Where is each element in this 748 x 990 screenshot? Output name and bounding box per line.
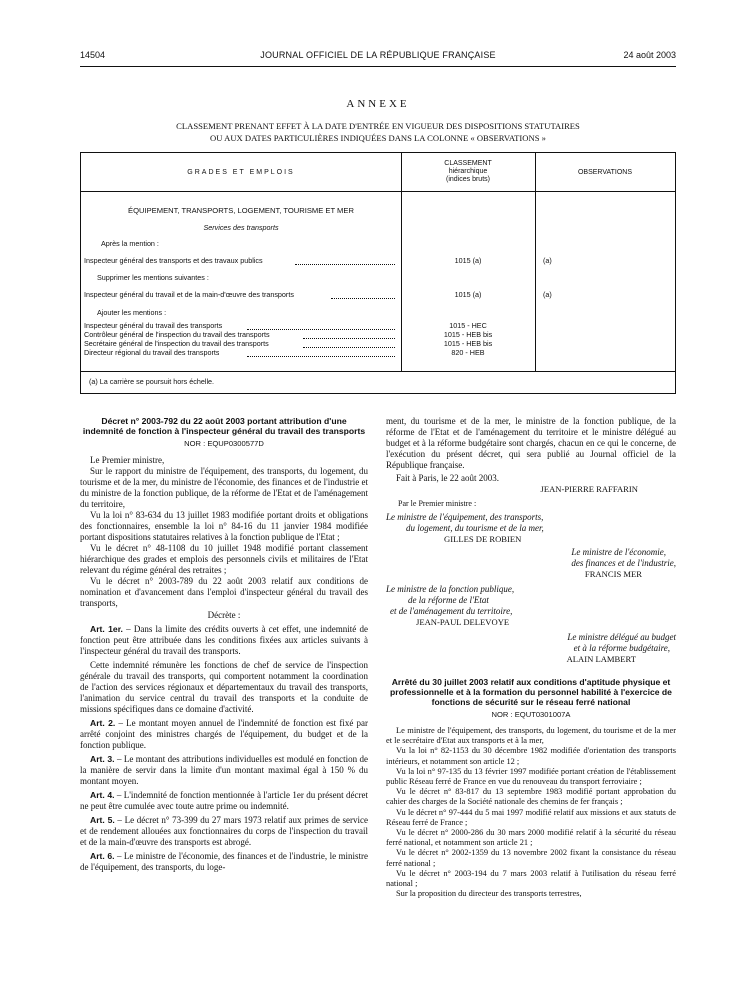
article-number: Art. 3. — [90, 754, 115, 764]
signature-name: JEAN-PAUL DELEVOYE — [416, 617, 510, 627]
arrete-paragraph: Vu le décret n° 97-444 du 5 mai 1997 modifié relatif aux missions et aux statuts de Réseau ferré de France ; — [386, 807, 676, 827]
decret-article — [80, 660, 368, 715]
decret-paragraph: Sur le rapport du ministre de l'équipement, des transports, du logement, du tourisme et de la mer, du ministre de l'économie, des finances et de l'industrie et du ministre de la fonction publique, de la réforme de l'Etat et de l'aménagement du territoire, — [80, 466, 368, 509]
signature-role: et à la réforme budgétaire, — [573, 643, 670, 653]
decret-column — [80, 416, 368, 873]
header-rule — [80, 66, 676, 67]
instruction-after: Après la mention : — [101, 239, 159, 248]
page-number: 14504 — [80, 50, 106, 60]
annexe-subtitle-line: CLASSEMENT PRENANT EFFET À LA DATE D'ENTRÉE EN VIGUEUR DES DISPOSITIONS STATUTAIRES — [176, 121, 580, 131]
row-value: 1015 - HEB bis — [443, 330, 493, 339]
article-text: Cette indemnité rémunère les fonctions de chef de service de l'inspection générale du travail des transports, qui comportent notamment la coordination de l'action des services régionaux et départementaux du travail des transports, l'animation du service central du travail des transports et la conduite de missions spécifiques dans ce domaine d'activité. — [80, 660, 368, 714]
article-number: Art. 1er. — [90, 624, 123, 634]
decret-article — [80, 624, 368, 657]
instruction-add: Ajouter les mentions : — [97, 308, 167, 317]
header-separator — [81, 191, 675, 192]
signature-role: et de l'aménagement du territoire, — [390, 606, 513, 616]
annexe-subtitle — [80, 120, 676, 144]
col-header-grades: GRADES ET EMPLOIS — [187, 169, 295, 176]
page-header — [80, 50, 676, 66]
annexe-title: ANNEXE — [346, 98, 410, 110]
section-title: ÉQUIPEMENT, TRANSPORTS, LOGEMENT, TOURISME ET MER — [128, 206, 354, 215]
article-number: Art. 5. — [90, 815, 115, 825]
row-value: 1015 - HEC — [449, 321, 487, 330]
signature-name: FRANCIS MER — [584, 569, 642, 579]
signature-name: ALAIN LAMBERT — [566, 654, 636, 664]
signature-role: Le ministre délégué au budget — [567, 632, 676, 642]
decret-article — [80, 815, 368, 848]
leader-dots — [247, 356, 395, 357]
row-label: Inspecteur général des transports et des travaux publics — [84, 256, 263, 265]
decret-done: Fait à Paris, le 22 août 2003. — [396, 473, 499, 483]
classement-table — [80, 152, 676, 394]
leader-dots — [303, 347, 395, 348]
arrete-paragraph: Vu le décret n° 83-817 du 13 septembre 1983 modifié portant approbation du cahier des charges de la Société nationale des chemins de fer français ; — [386, 787, 676, 807]
by-pm: Par le Premier ministre : — [398, 499, 477, 508]
arrete-paragraph: Vu la loi n° 82-1153 du 30 décembre 1982 modifiée d'orientation des transports intérieurs, et notamment son article 12 ; — [386, 746, 676, 766]
decret-continuation: ment, du tourisme et de la mer, le ministre de la fonction publique, de la réforme de l'Etat et de l'aménagement du territoire et le ministre délégué au budget et à la réforme budgétaire sont chargés, chacun en ce qui le concerne, de l'exécution du présent décret, qui sera publié au Journal officiel de la République française. — [386, 416, 676, 470]
row-value: 1015 (a) — [454, 290, 482, 299]
article-text: – Le ministre de l'économie, des finances et de l'industrie, le ministre de l'équipement, des transports, du loge- — [80, 851, 368, 872]
col-header-classement-line: hiérarchique — [448, 168, 488, 175]
column-divider — [535, 153, 536, 371]
signature-block — [386, 584, 676, 628]
decret-article — [80, 790, 368, 812]
table-footnote: (a) La carrière se poursuit hors échelle. — [89, 377, 215, 386]
section-subtitle: Services des transports — [203, 223, 279, 232]
col-header-classement — [401, 160, 535, 184]
decret-article — [80, 718, 368, 751]
decret-article — [80, 851, 368, 873]
decret-nor: NOR : EQUP0300577D — [184, 439, 264, 448]
signature-role: Le ministre de l'équipement, des transports, — [386, 512, 544, 522]
signature-role: Le ministre de l'économie, — [571, 547, 666, 557]
row-observation: (a) — [543, 256, 552, 265]
article-text: – Le montant des attributions individuelles est modulé en fonction de la manière de servir dans la limite d'un montant maximal égal à 150 % du montant moyen. — [80, 754, 369, 786]
arrete-paragraph: Sur la proposition du directeur des transports terrestres, — [396, 889, 582, 899]
arrete-paragraph: Vu le décret n° 2000-286 du 30 mars 2000 modifié relatif à la sécurité du réseau ferré national, et notamment son article 21 ; — [386, 828, 676, 848]
instruction-delete: Supprimer les mentions suivantes : — [97, 273, 209, 282]
row-label: Secrétaire général de l'inspection du travail des transports — [84, 339, 269, 348]
signature-block — [386, 512, 676, 545]
decret-paragraph: Vu la loi n° 83-634 du 13 juillet 1983 modifiée portant droits et obligations des fonctionnaires, ensemble la loi n° 84-16 du 11 janvier 1984 modifiée portant dispositions statutaires relatives à la fonction publique de l'Etat ; — [80, 510, 368, 542]
decret-paragraph: Vu le décret n° 2003-789 du 22 août 2003 relatif aux conditions de nomination et d'avancement dans l'emploi d'inspecteur général du travail des transports, — [80, 576, 368, 608]
row-label: Directeur régional du travail des transports — [84, 348, 220, 357]
article-number: Art. 4. — [90, 790, 115, 800]
col-header-classement-line: CLASSEMENT — [444, 160, 492, 167]
article-text: – Dans la limite des crédits ouverts à cet effet, une indemnité de fonction peut être attribuée dans les conditions fixées aux articles suivants à l'inspecteur général du travail des transports. — [80, 624, 368, 656]
decret-paragraph: Vu le décret n° 48-1108 du 10 juillet 1948 modifié portant classement hiérarchique des grades et emplois des personnels civils et militaires de l'Etat relevant du régime général des retraites ; — [80, 543, 368, 575]
row-label: Inspecteur général du travail des transports — [84, 321, 223, 330]
signature-block — [386, 632, 676, 665]
arrete-paragraph: Vu le décret n° 2003-194 du 7 mars 2003 relatif à l'utilisation du réseau ferré national ; — [386, 868, 676, 889]
row-label: Inspecteur général du travail et de la main-d'œuvre des transports — [84, 290, 294, 299]
leader-dots — [295, 264, 395, 265]
row-value: 1015 - HEB bis — [443, 339, 493, 348]
leader-dots — [331, 298, 395, 299]
decret-article — [80, 754, 368, 787]
article-text: – Le montant moyen annuel de l'indemnité de fonction est fixé par arrêté conjoint des ministres chargés de l'équipement, du budget et de la fonction publique. — [80, 718, 368, 750]
decret-title: Décret n° 2003-792 du 22 août 2003 portant attribution d'une indemnité de fonction à l'inspecteur général du travail des transports — [82, 416, 366, 436]
signature-role: Le ministre de la fonction publique, — [386, 584, 515, 594]
row-value: 820 - HEB — [451, 348, 485, 357]
arrete-nor: NOR : EQUT0301007A — [491, 710, 571, 719]
row-label: Contrôleur général de l'inspection du travail des transports — [84, 330, 270, 339]
signature-role: du logement, du tourisme et de la mer, — [406, 523, 544, 533]
signature-block — [386, 547, 676, 580]
signature-role: des finances et de l'industrie, — [571, 558, 676, 568]
article-text: – Le décret n° 73-399 du 27 mars 1973 relatif aux primes de service et de rendement allouées aux fonctionnaires du corps de l'inspection du travail et de la main-d'œuvre des transports est abrogé. — [80, 815, 368, 847]
article-number: Art. 2. — [90, 718, 116, 728]
right-column — [386, 416, 676, 899]
arrete-body — [386, 726, 676, 899]
signature-name: GILLES DE ROBIEN — [444, 534, 522, 544]
leader-dots — [303, 338, 395, 339]
annexe-subtitle-line: OU AUX DATES PARTICULIÈRES INDIQUÉES DANS LA COLONNE « OBSERVATIONS » — [210, 133, 546, 143]
col-header-observations: OBSERVATIONS — [577, 169, 633, 176]
arrete-title: Arrêté du 30 juillet 2003 relatif aux conditions d'aptitude physique et professionnelle et à la formation du personnel habilité à l'exercice de fonctions de sécurité sur le réseau ferré national — [390, 677, 672, 707]
arrete-paragraph: Vu la loi n° 97-135 du 13 février 1997 modifiée portant création de l'établissement public Réseau ferré de France en vue du renouveau du transport ferroviaire ; — [386, 766, 676, 787]
article-number: Art. 6. — [90, 851, 115, 861]
journal-title: JOURNAL OFFICIEL DE LA RÉPUBLIQUE FRANÇAISE — [260, 50, 496, 60]
signature-role: de la réforme de l'Etat — [408, 595, 489, 605]
issue-date: 24 août 2003 — [623, 50, 676, 60]
article-text: – L'indemnité de fonction mentionnée à l'article 1er du présent décret ne peut être cumulée avec toute autre prime ou indemnité. — [80, 790, 368, 811]
col-header-classement-line: (indices bruts) — [446, 176, 490, 183]
row-observation: (a) — [543, 290, 552, 299]
arrete-paragraph: Vu le décret n° 2002-1359 du 13 novembre 2002 fixant la consistance du réseau ferré national ; — [386, 848, 676, 868]
decret-decrete: Décrète : — [207, 610, 241, 620]
footnote-separator — [81, 371, 675, 372]
row-value: 1015 (a) — [454, 256, 482, 265]
decret-paragraph: Le Premier ministre, — [90, 455, 165, 465]
arrete-paragraph: Le ministre de l'équipement, des transports, du logement, du tourisme et de la mer et le secrétaire d'Etat aux transports et à la mer, — [386, 726, 676, 746]
pm-signature: JEAN-PIERRE RAFFARIN — [540, 484, 638, 494]
